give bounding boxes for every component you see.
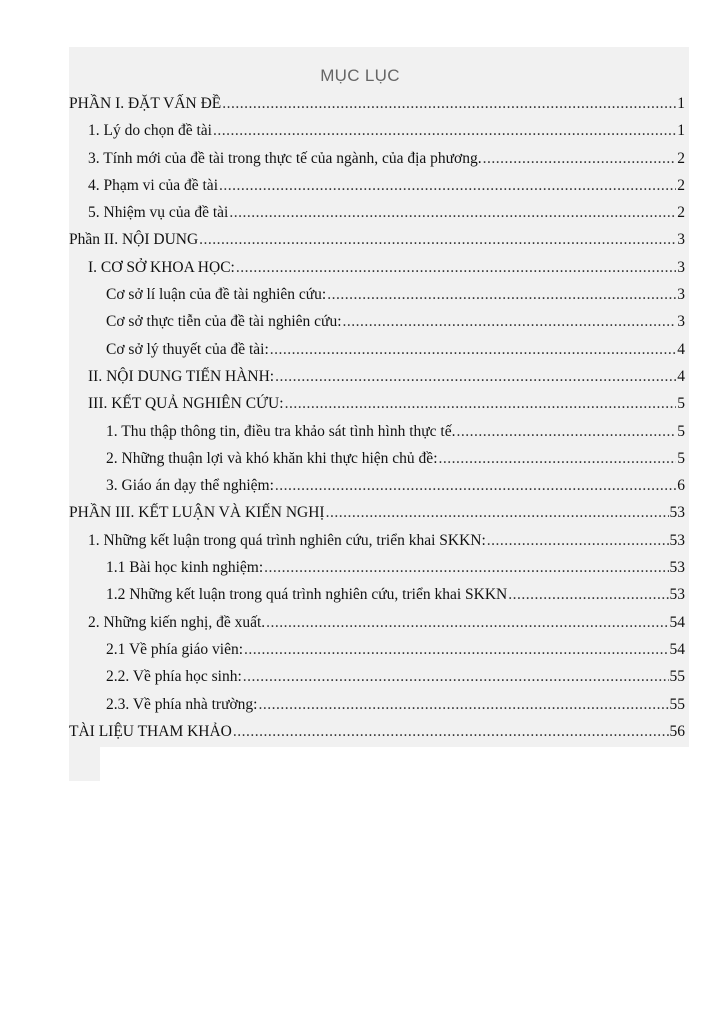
toc-entry-title: 2.3. Về phía nhà trường: <box>106 695 258 713</box>
toc-entry[interactable] <box>69 90 685 117</box>
toc-entry-title: 2.2. Về phía học sinh: <box>106 668 242 686</box>
dot-leader <box>199 226 676 253</box>
dot-leader <box>275 472 676 499</box>
toc-entry-title: TÀI LIỆU THAM KHẢO <box>69 722 232 740</box>
toc-entry-page-number: 6 <box>677 477 685 495</box>
dot-leader <box>219 172 676 199</box>
toc-entry-title: 1. Thu thập thông tin, điều tra khảo sát tình hình thực tế. <box>106 422 456 440</box>
dot-leader <box>439 445 677 472</box>
toc-entry-title: II. NỘI DUNG TIẾN HÀNH: <box>88 367 275 385</box>
toc-entry-page-number: 2 <box>677 204 685 222</box>
toc-entry-page-number: 3 <box>677 286 685 304</box>
toc-entry-title: 2. Những kiến nghị, đề xuất. <box>88 613 266 631</box>
toc-entry-page-number: 4 <box>677 340 685 358</box>
toc-entry-page-number: 56 <box>669 722 685 740</box>
toc-entry-page-number: 2 <box>677 176 685 194</box>
toc-entry-title: 2.1 Về phía giáo viên: <box>106 640 244 658</box>
toc-title: MỤC LỤC <box>320 66 400 85</box>
dot-leader <box>266 609 668 636</box>
dot-leader <box>487 527 669 554</box>
toc-entry-title: 1.1 Bài học kinh nghiệm: <box>106 559 264 577</box>
dot-leader <box>275 363 676 390</box>
toc-entry[interactable] <box>69 172 685 199</box>
toc-entry[interactable] <box>69 199 685 226</box>
toc-entry-page-number: 53 <box>669 504 685 522</box>
dot-leader <box>244 636 668 663</box>
toc-entry-page-number: 3 <box>677 313 685 331</box>
toc-entry[interactable] <box>69 226 685 253</box>
toc-entry[interactable] <box>69 336 685 363</box>
toc-entry-title: Cơ sở thực tiễn của đề tài nghiên cứu: <box>106 313 342 331</box>
dot-leader <box>233 718 669 745</box>
toc-entry[interactable] <box>69 499 685 526</box>
toc-entry-title: PHẦN III. KẾT LUẬN VÀ KIẾN NGHỊ <box>69 504 325 522</box>
toc-entry[interactable] <box>69 554 685 581</box>
toc-entry-title: 1. Những kết luận trong quá trình nghiên cứu, triển khai SKKN: <box>88 531 486 549</box>
toc-entry[interactable] <box>69 527 685 554</box>
toc-background-tab <box>69 745 100 781</box>
toc-entry-page-number: 5 <box>677 422 685 440</box>
toc-entry-title: 5. Nhiệm vụ của đề tài <box>88 204 229 222</box>
toc-entry[interactable] <box>69 581 685 608</box>
toc-entry-title: Cơ sở lý thuyết của đề tài: <box>106 340 269 358</box>
toc-entry-page-number: 54 <box>669 613 685 631</box>
toc-entry-page-number: 55 <box>669 668 685 686</box>
toc-entry[interactable] <box>69 418 685 445</box>
toc-entry-page-number: 2 <box>677 149 685 167</box>
toc-entry[interactable] <box>69 390 685 417</box>
toc-entry[interactable] <box>69 636 685 663</box>
toc-entry-page-number: 5 <box>677 395 685 413</box>
toc-list <box>69 90 685 745</box>
dot-leader <box>508 581 668 608</box>
toc-entry[interactable] <box>69 472 685 499</box>
toc-entry[interactable] <box>69 308 685 335</box>
dot-leader <box>229 199 676 226</box>
toc-entry-page-number: 53 <box>669 531 685 549</box>
toc-entry-title: Cơ sở lí luận của đề tài nghiên cứu: <box>106 286 327 304</box>
toc-entry-page-number: 3 <box>677 231 685 249</box>
toc-entry-title: 1.2 Những kết luận trong quá trình nghiên cứu, triển khai SKKN <box>106 586 508 604</box>
toc-entry[interactable] <box>69 363 685 390</box>
toc-entry-title: 3. Tính mới của đề tài trong thực tế của ngành, của địa phương. <box>88 149 482 167</box>
toc-entry[interactable] <box>69 145 685 172</box>
toc-entry[interactable] <box>69 281 685 308</box>
dot-leader <box>236 254 676 281</box>
dot-leader <box>285 390 677 417</box>
dot-leader <box>213 117 676 144</box>
dot-leader <box>327 281 676 308</box>
toc-entry-page-number: 1 <box>677 95 685 112</box>
toc-entry-page-number: 53 <box>669 559 685 577</box>
toc-entry-title: 2. Những thuận lợi và khó khăn khi thực hiện chủ đề: <box>106 449 438 467</box>
toc-entry[interactable] <box>69 718 685 745</box>
toc-entry-page-number: 53 <box>669 586 685 604</box>
dot-leader <box>222 90 676 117</box>
toc-entry-page-number: 1 <box>677 122 685 140</box>
toc-entry-page-number: 54 <box>669 640 685 658</box>
dot-leader <box>457 418 677 445</box>
toc-entry-title: 3. Giáo án dạy thể nghiệm: <box>106 477 274 495</box>
toc-entry-title: I. CƠ SỞ KHOA HỌC: <box>88 258 235 276</box>
toc-entry-title: 4. Phạm vi của đề tài <box>88 176 218 194</box>
toc-entry[interactable] <box>69 663 685 690</box>
toc-entry[interactable] <box>69 254 685 281</box>
toc-entry-title: Phần II. NỘI DUNG <box>69 231 199 249</box>
toc-entry[interactable] <box>69 609 685 636</box>
dot-leader <box>264 554 668 581</box>
toc-entry-title: PHẦN I. ĐẶT VẤN ĐỀ <box>69 95 222 112</box>
toc-entry-page-number: 55 <box>669 695 685 713</box>
toc-entry-page-number: 4 <box>677 367 685 385</box>
toc-entry[interactable] <box>69 117 685 144</box>
dot-leader <box>258 691 668 718</box>
toc-entry-title: 1. Lý do chọn đề tài <box>88 122 212 140</box>
toc-entry[interactable] <box>69 691 685 718</box>
dot-leader <box>270 336 677 363</box>
toc-entry-page-number: 3 <box>677 258 685 276</box>
dot-leader <box>343 308 677 335</box>
dot-leader <box>326 499 669 526</box>
toc-entry-title: III. KẾT QUẢ NGHIÊN CỨU: <box>88 395 284 413</box>
toc-entry[interactable] <box>69 445 685 472</box>
dot-leader <box>483 145 677 172</box>
dot-leader <box>243 663 669 690</box>
toc-entry-page-number: 5 <box>677 449 685 467</box>
